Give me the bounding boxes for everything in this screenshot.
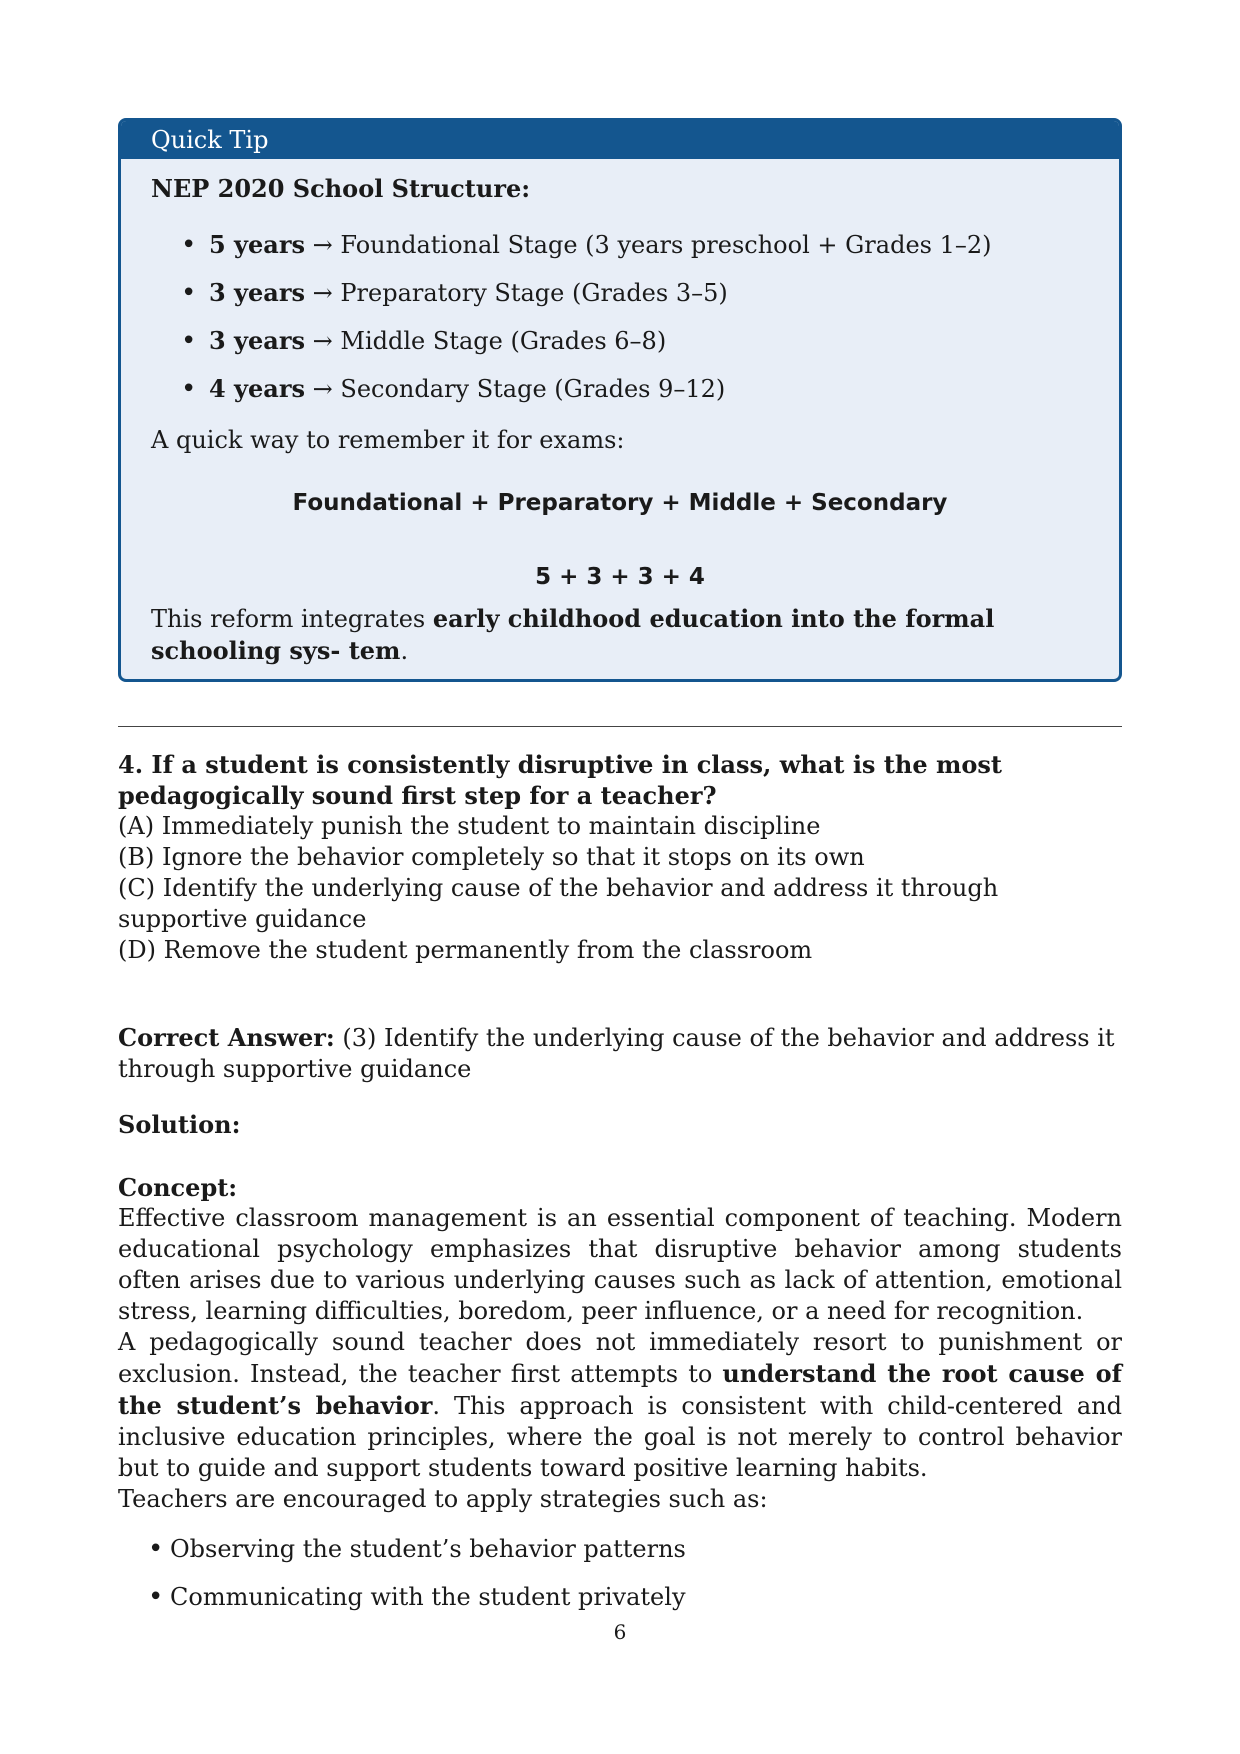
answer-text: (3) Identify the underlying cause of the behavior and address it through supportive guidance: [118, 1024, 1115, 1083]
strategy-item: • Communicating with the student privately: [148, 1573, 1122, 1621]
stage-years: 3 years: [209, 278, 305, 307]
reform-prefix: This reform integrates: [151, 605, 433, 633]
page-number: 6: [613, 1620, 627, 1644]
option-b: (B) Ignore the behavior completely so that it stops on its own: [118, 843, 865, 871]
stage-item: [181, 317, 1089, 365]
concept-paragraph-2: [118, 1327, 1122, 1484]
stage-years: 3 years: [209, 326, 305, 355]
options-list: [118, 811, 1122, 966]
para2-prefix: A pedagogically sound teacher does not immediately resort to punishment or exclusion. Instead, the teacher first attempts to: [118, 1328, 1122, 1388]
option-c: (C) Identify the underlying cause of the behavior and address it through supportive guidance: [118, 874, 999, 933]
solution-label: Solution:: [118, 1110, 241, 1139]
stage-item: [181, 221, 1089, 269]
concept-paragraph-1: Effective classroom management is an essential component of teaching. Modern educational psychology emphasizes that disruptive behavior among students often arises due to various underlying causes such as lack of attention, emotional stress, learning difficulties, boredom, peer influence, or a need for recognition.: [118, 1204, 1122, 1325]
arrow-icon: →: [312, 375, 333, 403]
reform-text: [151, 603, 1089, 667]
stage-desc: Middle Stage (Grades 6–8): [340, 327, 667, 355]
page-content: [118, 118, 1122, 1621]
section-divider: [118, 726, 1122, 727]
arrow-icon: →: [312, 231, 333, 259]
option-a: (A) Immediately punish the student to maintain discipline: [118, 812, 821, 840]
stage-item: [181, 269, 1089, 317]
formula-numbers: 5 + 3 + 3 + 4: [535, 564, 705, 590]
arrow-icon: →: [312, 327, 333, 355]
option-d: (D) Remove the student permanently from the classroom: [118, 936, 813, 964]
correct-answer: [118, 1022, 1122, 1085]
concept-paragraph-3: Teachers are encouraged to apply strategies such as:: [118, 1485, 768, 1513]
stage-item: [181, 365, 1089, 413]
reform-suffix: .: [400, 637, 409, 665]
stage-desc: Secondary Stage (Grades 9–12): [340, 375, 726, 403]
para2-bold: understand the root cause of the student’s behavior: [118, 1359, 1122, 1420]
concept-label: Concept:: [118, 1173, 238, 1202]
para2-suffix: . This approach is consistent with child-centered and inclusive education principles, where the goal is not merely to control behavior but to guide and support students toward positive learning habits.: [118, 1392, 1122, 1482]
formula-words: Foundational + Preparatory + Middle + Secondary: [292, 490, 948, 516]
tip-title: NEP 2020 School Structure:: [151, 174, 531, 203]
stage-years: 5 years: [209, 230, 305, 259]
question-text: 4. If a student is consistently disruptive in class, what is the most pedagogically sound first step for a teacher?: [118, 750, 1002, 810]
stage-desc: Preparatory Stage (Grades 3–5): [340, 279, 728, 307]
quick-tip-box: [118, 118, 1122, 682]
reform-bold: early childhood education into the formal schooling sys- tem: [151, 604, 995, 665]
quick-tip-header: Quick Tip: [121, 121, 1119, 159]
stage-years: 4 years: [209, 374, 305, 403]
arrow-icon: →: [312, 279, 333, 307]
strategy-item: • Observing the student’s behavior patterns: [148, 1525, 1122, 1573]
answer-label: Correct Answer:: [118, 1023, 335, 1052]
stage-list: [151, 221, 1089, 413]
strategy-list: [118, 1525, 1122, 1621]
quick-tip-body: [121, 159, 1119, 679]
remember-text: A quick way to remember it for exams:: [151, 426, 625, 454]
stage-desc: Foundational Stage (3 years preschool + Grades 1–2): [340, 231, 992, 259]
